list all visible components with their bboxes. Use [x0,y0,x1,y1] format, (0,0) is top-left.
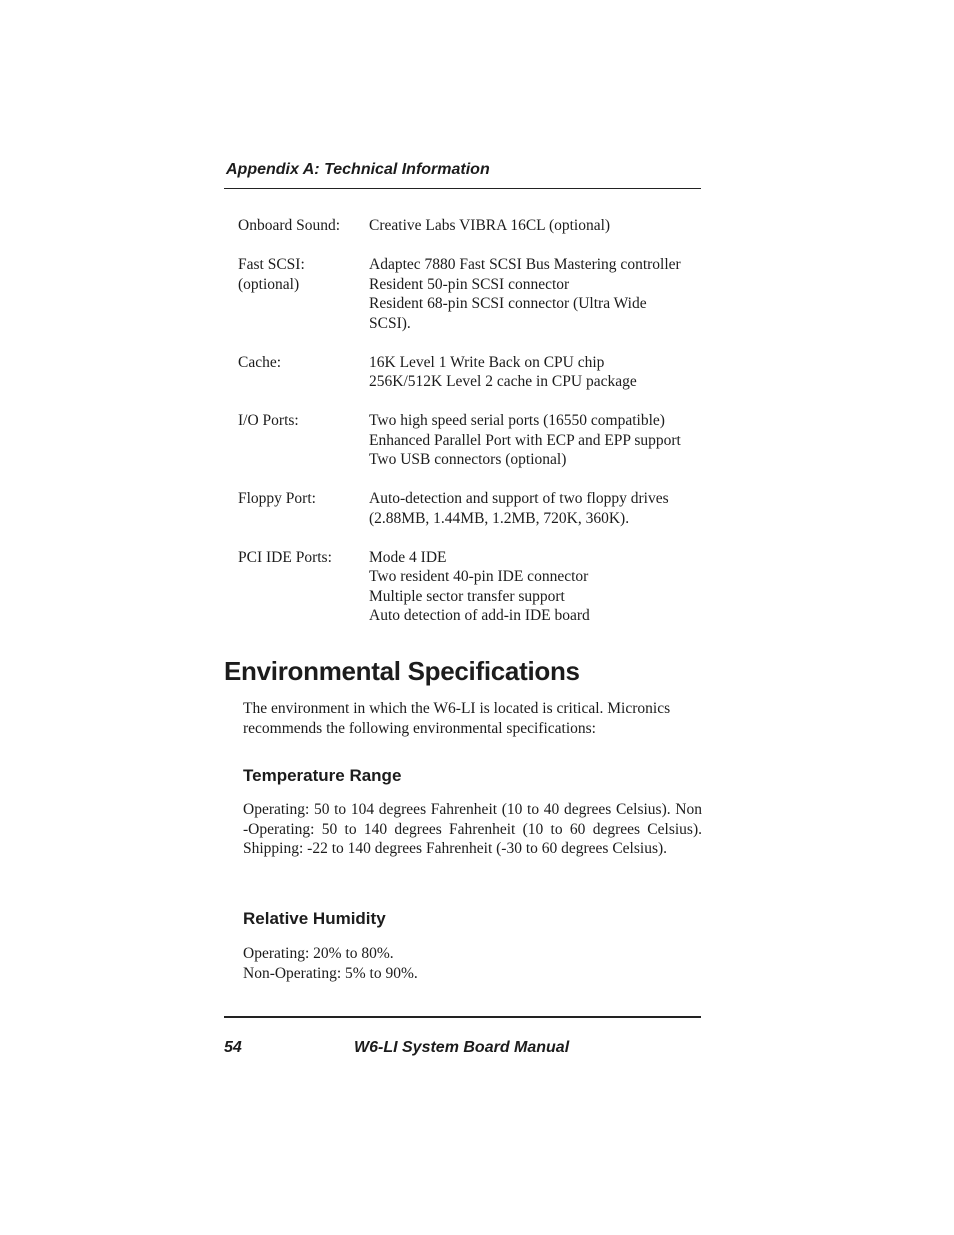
spec-value-line: Creative Labs VIBRA 16CL (optional) [369,217,611,234]
spec-values [369,255,708,333]
temperature-paragraph: Operating: 50 to 104 degrees Fahrenheit (10 to 40 degrees Celsius). Non -Operating: 50 to 140 degrees Fahrenheit (10 to 60 degrees Celsius). Shipping: -22 to 140 degrees Fahrenheit (-30 to 60 degrees Celsius). [243,801,702,858]
spec-value-line: 256K/512K Level 2 cache in CPU package [369,373,637,390]
humidity-heading: Relative Humidity [243,909,386,928]
spec-label: Onboard Sound: [238,217,341,234]
temperature-heading: Temperature Range [243,766,402,785]
spec-value-line: Multiple sector transfer support [369,587,565,605]
spec-value-line: Enhanced Parallel Port with ECP and EPP support [369,431,681,449]
page-number: 54 [224,1039,242,1056]
spec-value-line: (2.88MB, 1.44MB, 1.2MB, 720K, 360K). [369,509,630,527]
spec-value-line: 16K Level 1 Write Back on CPU chip [369,353,605,371]
spec-value-line: SCSI). [369,314,411,332]
spec-row [238,489,708,528]
spec-value-line: Resident 68-pin SCSI connector (Ultra Wide [369,295,647,312]
spec-row [238,548,708,626]
intro-paragraph: The environment in which the W6-LI is located is critical. Micronics recommends the following environmental specifications: [243,700,671,737]
spec-label: PCI IDE Ports: [238,548,332,566]
spec-row [238,411,708,470]
humidity-paragraph [243,944,702,983]
spec-values [369,411,708,470]
spec-values [369,216,708,236]
spec-row [238,353,708,392]
spec-value-line: Resident 50-pin SCSI connector [369,275,570,293]
header-rule [224,188,701,189]
spec-label: Floppy Port: [238,490,316,507]
footer-title: W6-LI System Board Manual [354,1039,570,1056]
spec-label: Cache: [238,353,282,371]
spec-label: Fast SCSI: (optional) [238,256,305,293]
spec-values [369,353,708,392]
humidity-non-operating: Non-Operating: 5% to 90%. [243,964,418,982]
spec-row [238,216,708,236]
spec-table [238,216,708,645]
humidity-operating: Operating: 20% to 80%. [243,945,394,962]
spec-value-line: Auto-detection and support of two floppy drives [369,490,669,507]
spec-value-line: Mode 4 IDE [369,548,447,566]
spec-values [369,548,708,626]
spec-values [369,489,708,528]
section-title: Environmental Specifications [224,656,580,686]
spec-label: I/O Ports: [238,412,299,429]
spec-value-line: Adaptec 7880 Fast SCSI Bus Mastering controller [369,256,681,273]
spec-row [238,255,708,333]
footer-rule [224,1016,701,1018]
spec-value-line: Two high speed serial ports (16550 compatible) [369,412,665,429]
spec-value-line: Auto detection of add-in IDE board [369,607,590,624]
spec-value-line: Two USB connectors (optional) [369,451,567,468]
spec-value-line: Two resident 40-pin IDE connector [369,568,589,585]
running-header: Appendix A: Technical Information [226,161,490,178]
